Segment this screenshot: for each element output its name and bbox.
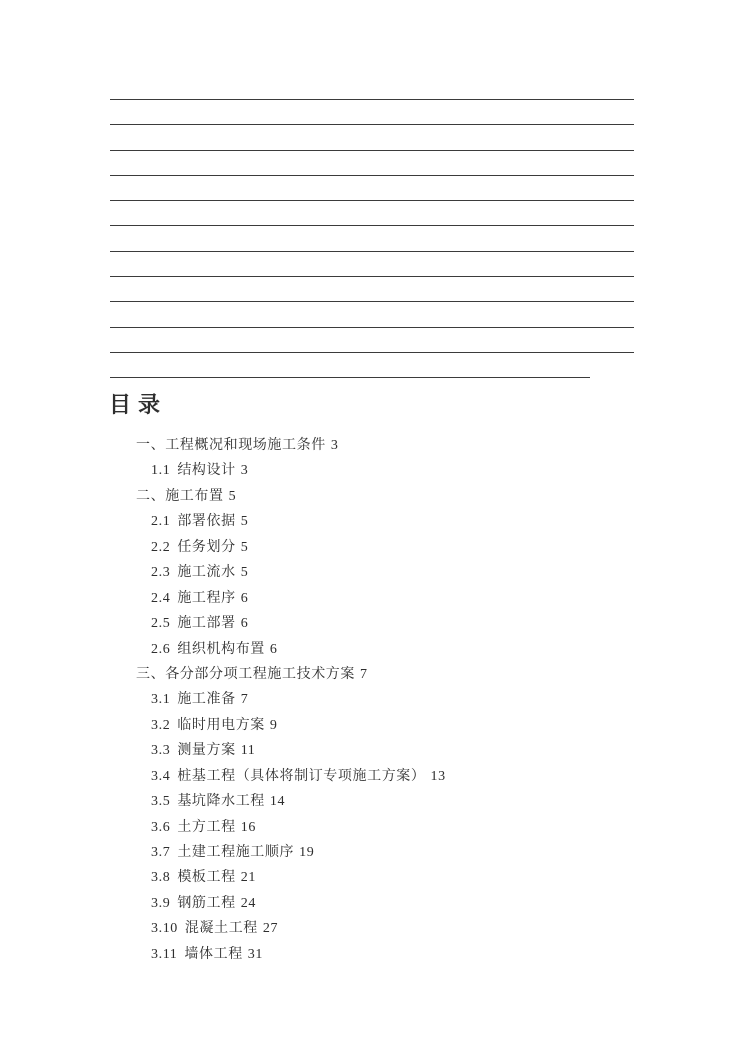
toc-entry-page-number: 5 <box>240 565 249 581</box>
ruled-line <box>110 124 634 125</box>
toc-entry-number: 3.2 <box>151 717 171 733</box>
toc-entry-title: 临时用电方案 <box>177 717 265 733</box>
toc-entry-number: 3.5 <box>151 794 171 810</box>
toc-entry-title: 土方工程 <box>177 819 236 835</box>
toc-entry-page-number: 14 <box>269 794 286 810</box>
toc-entry-page-number: 6 <box>240 616 249 632</box>
toc-entry <box>110 891 650 916</box>
toc-entry-page-number: 6 <box>240 590 249 606</box>
toc-entry <box>110 687 650 712</box>
toc-entry-number: 3.7 <box>151 845 171 860</box>
toc-entry-title: 模板工程 <box>177 870 236 886</box>
toc-entry-title: 钢筋工程 <box>177 895 236 911</box>
toc-entry <box>110 713 650 738</box>
toc-entry-title: 施工布置 <box>165 488 224 504</box>
toc-entry-page-number: 7 <box>360 666 368 682</box>
toc-entry-number: 3.1 <box>151 692 171 708</box>
toc-entry <box>110 916 650 941</box>
toc-entry-number: 2.2 <box>151 539 171 555</box>
toc-entry <box>110 738 650 763</box>
toc-entry-title: 任务划分 <box>177 539 236 555</box>
toc-entry-number: 3.4 <box>151 768 171 784</box>
toc-entry <box>110 458 650 483</box>
toc-entry-number: 2.3 <box>151 565 171 581</box>
toc-entry-number: 一、 <box>136 438 166 453</box>
toc-entry-title: 墙体工程 <box>184 946 243 962</box>
toc-entry-title: 施工流水 <box>177 565 236 581</box>
toc-entry-number: 二、 <box>136 488 166 504</box>
toc-entry <box>110 942 650 967</box>
toc-entry-page-number: 19 <box>299 845 315 860</box>
toc-entry <box>110 840 650 865</box>
toc-entry-page-number: 3 <box>240 463 249 479</box>
toc-entry-number: 2.1 <box>151 514 171 530</box>
toc-entry-number: 3.9 <box>151 895 171 911</box>
blank-ruled-lines <box>110 99 634 383</box>
toc-entry-page-number: 11 <box>240 743 256 759</box>
toc-entry-title: 工程概况和现场施工条件 <box>165 438 326 453</box>
toc-entry-title: 土建工程施工顺序 <box>177 845 295 860</box>
toc-entry-title: 各分部分项工程施工技术方案 <box>165 666 356 682</box>
toc-entry-title: 混凝土工程 <box>184 921 258 937</box>
ruled-line <box>110 200 634 201</box>
toc-entry <box>110 611 650 636</box>
toc-entry <box>110 433 650 458</box>
toc-entry-title: 施工准备 <box>177 692 236 708</box>
toc-entry-number: 2.5 <box>151 616 171 632</box>
toc-entry-page-number: 24 <box>240 895 256 911</box>
toc-list <box>110 433 650 967</box>
ruled-line <box>110 276 634 277</box>
toc-entry-page-number: 5 <box>228 488 237 504</box>
toc-entry <box>110 662 650 687</box>
ruled-line <box>110 352 634 353</box>
toc-entry-title: 基坑降水工程 <box>177 794 265 810</box>
ruled-line <box>110 251 634 252</box>
toc-entry <box>110 484 650 509</box>
ruled-line <box>110 301 634 302</box>
toc-entry <box>110 815 650 840</box>
toc-entry <box>110 865 650 890</box>
ruled-line <box>110 327 634 328</box>
toc-entry <box>110 586 650 611</box>
toc-entry <box>110 560 650 585</box>
toc-entry-number: 3.11 <box>151 946 178 962</box>
toc-entry-page-number: 5 <box>240 539 249 555</box>
toc-entry-title: 组织机构布置 <box>177 641 265 657</box>
toc-entry-number: 三、 <box>136 666 166 682</box>
toc-entry-page-number: 9 <box>269 717 278 733</box>
toc-entry <box>110 535 650 560</box>
toc-entry-title: 结构设计 <box>177 463 236 479</box>
ruled-line <box>110 175 634 176</box>
ruled-line <box>110 225 634 226</box>
toc-entry-page-number: 5 <box>240 514 249 530</box>
toc-entry <box>110 789 650 814</box>
toc-entry-number: 3.6 <box>151 819 171 835</box>
toc-entry-number: 3.3 <box>151 743 171 759</box>
ruled-line <box>110 99 634 100</box>
toc-entry-page-number: 13 <box>430 768 446 784</box>
toc-entry-page-number: 7 <box>240 692 249 708</box>
toc-entry-number: 2.4 <box>151 590 171 606</box>
toc-entry-title: 测量方案 <box>177 743 236 759</box>
toc-entry-page-number: 16 <box>240 819 256 835</box>
toc-entry-page-number: 6 <box>269 641 278 657</box>
toc-entry-title: 桩基工程（具体将制订专项施工方案） <box>177 768 426 784</box>
toc-entry <box>110 637 650 662</box>
toc-entry <box>110 764 650 789</box>
toc-entry-title: 部署依据 <box>177 514 236 530</box>
toc-entry-page-number: 21 <box>240 870 256 886</box>
ruled-line <box>110 377 590 378</box>
toc-entry-number: 1.1 <box>151 463 171 479</box>
toc-entry-page-number: 27 <box>262 921 279 937</box>
toc-entry-number: 3.10 <box>151 921 178 937</box>
toc-entry-page-number: 3 <box>330 438 339 453</box>
toc-heading: 目录 <box>109 392 168 417</box>
toc-entry-title: 施工部署 <box>177 616 236 632</box>
toc-entry-number: 3.8 <box>151 870 171 886</box>
toc-entry-number: 2.6 <box>151 641 171 657</box>
toc-entry <box>110 509 650 534</box>
ruled-line <box>110 150 634 151</box>
toc-entry-title: 施工程序 <box>177 590 236 606</box>
toc-entry-page-number: 31 <box>247 946 263 962</box>
